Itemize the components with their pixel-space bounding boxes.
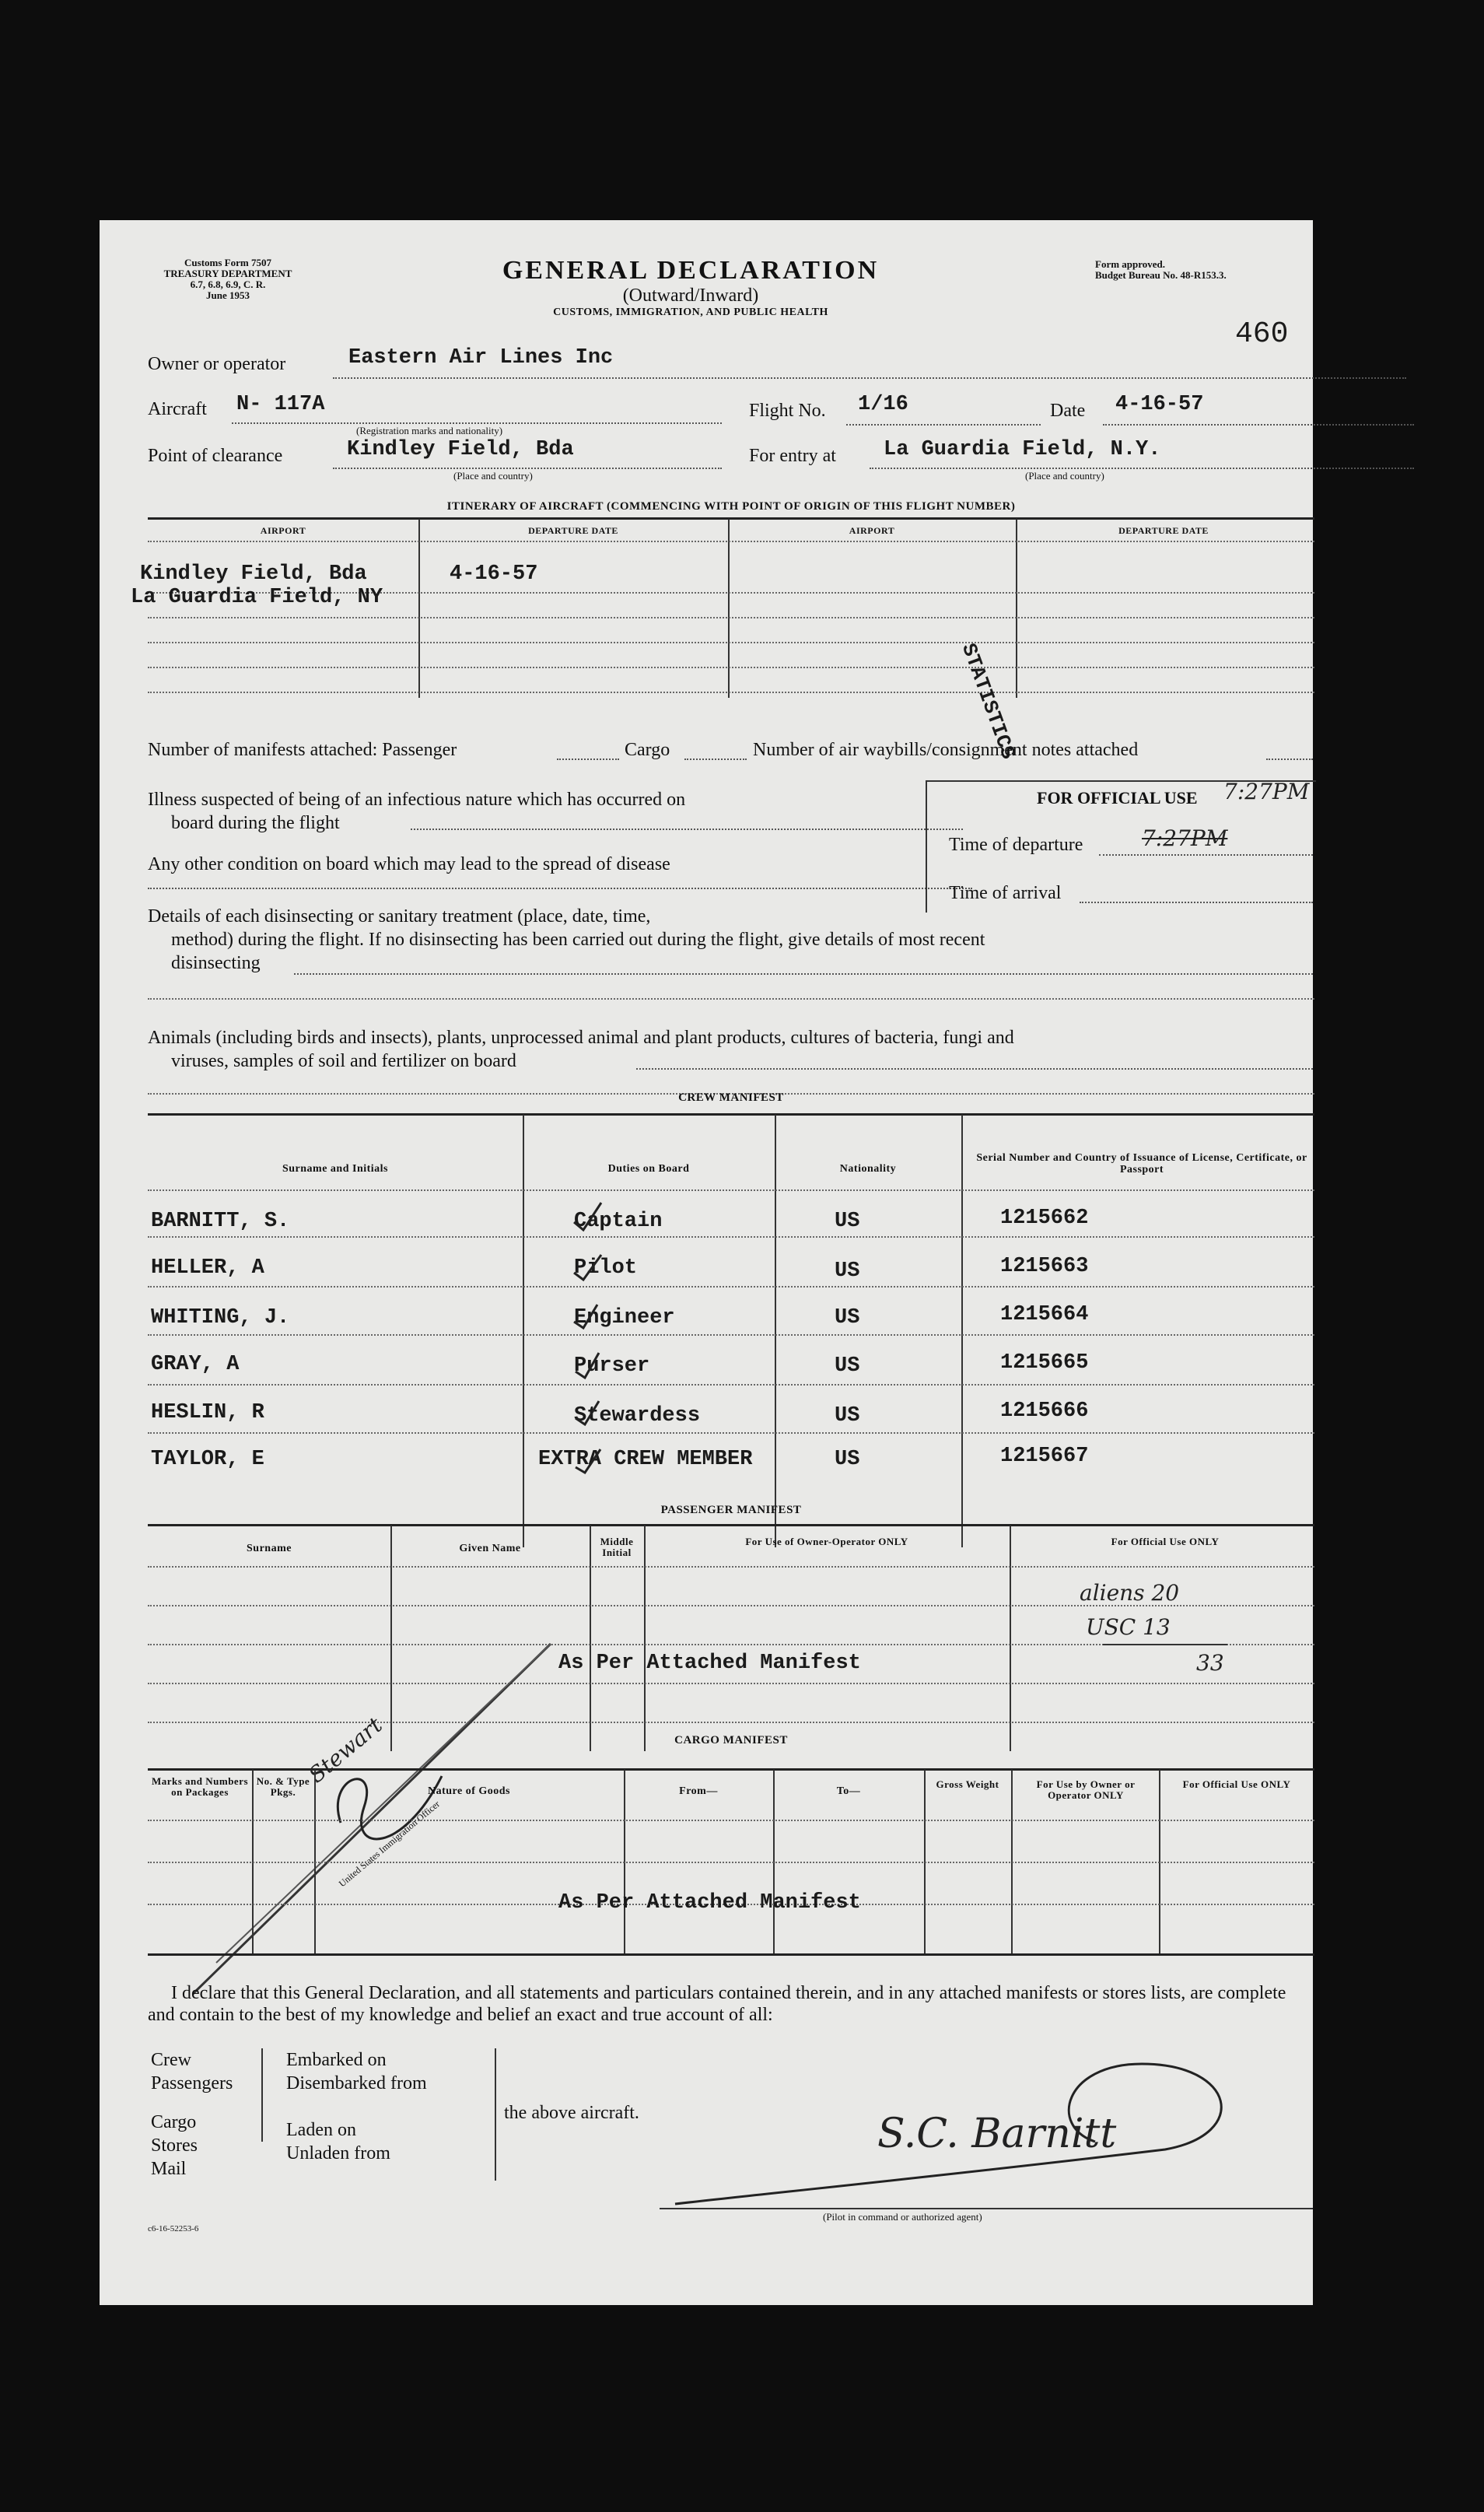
- cargo-header-pkgs: No. & Type Pkgs.: [256, 1775, 310, 1798]
- aircraft-label: Aircraft: [148, 399, 207, 419]
- pax-header-surname: Surname: [247, 1543, 292, 1554]
- pax-header-given: Given Name: [459, 1543, 521, 1554]
- cargo-header-from: From—: [679, 1785, 718, 1797]
- form-approval: [1095, 259, 1297, 281]
- entry-caption: (Place and country): [1025, 470, 1104, 482]
- crew-check-marks: [566, 1199, 636, 1494]
- disinsect-line-3: disinsecting: [171, 953, 261, 973]
- illness-field: [148, 788, 1003, 835]
- itin-row-1-airport: Kindley Field, Bda: [140, 562, 367, 586]
- decl-embarked: Embarked on: [286, 2050, 387, 2070]
- disinsect-field: [148, 905, 1314, 975]
- crew-duty-3: Engineer: [574, 1306, 675, 1330]
- itinerary-title: ITINERARY OF AIRCRAFT (COMMENCING WITH POINT OF ORIGIN OF THIS FLIGHT NUMBER): [446, 500, 1016, 513]
- crew-serial-2: 1215663: [1000, 1255, 1089, 1278]
- date-value: 4-16-57: [1115, 393, 1204, 416]
- crew-header-duties: Duties on Board: [607, 1163, 690, 1175]
- department: TREASURY DEPARTMENT: [163, 268, 292, 279]
- date-label: Date: [1050, 401, 1086, 421]
- declaration-mid: [286, 2048, 427, 2165]
- disinsect-line-2: method) during the flight. If no disinsecting has been carried out during the flight, give details of most recent: [171, 930, 985, 950]
- departure-label: Time of departure: [949, 835, 1083, 855]
- pax-header-owner: For Use of Owner-Operator ONLY: [745, 1536, 908, 1547]
- passenger-title: PASSENGER MANIFEST: [660, 1504, 802, 1516]
- declaration-text: I declare that this General Declaration, and all statements and particulars contained therein, and in any attached manifests or stores lists, are complete and contain to the best of my knowledge and belief an exact and true account of all:: [148, 1983, 1286, 2025]
- statistics-stamp: STATISTICS: [956, 640, 1020, 762]
- illness-line-2: board during the flight: [171, 813, 340, 833]
- crew-duty-1: Captain: [574, 1210, 663, 1233]
- pax-note-usc: USC 13: [1086, 1614, 1171, 1640]
- crew-duty-2: Pilot: [574, 1256, 638, 1280]
- crew-name-1: BARNITT, S.: [151, 1210, 290, 1233]
- crew-serial-3: 1215664: [1000, 1303, 1089, 1326]
- crew-serial-4: 1215665: [1000, 1351, 1089, 1375]
- page-title: GENERAL DECLARATION: [502, 256, 880, 285]
- pilot-signature-flourish: [660, 2033, 1266, 2212]
- decl-unladen: Unladen from: [286, 2143, 390, 2163]
- crew-nat-3: US: [835, 1306, 860, 1330]
- owner-label: Owner or operator: [148, 354, 286, 374]
- clearance-caption: (Place and country): [453, 470, 533, 482]
- cargo-header-official: For Official Use ONLY: [1182, 1778, 1291, 1790]
- form-approved: Form approved.: [1095, 258, 1166, 270]
- decl-cargo: Cargo: [151, 2112, 197, 2132]
- decl-crew: Crew: [151, 2050, 191, 2070]
- owner-value: Eastern Air Lines Inc: [348, 346, 614, 370]
- crew-nat-2: US: [835, 1260, 860, 1283]
- itin-header-date-1: DEPARTURE DATE: [528, 525, 618, 536]
- crew-title: CREW MANIFEST: [678, 1091, 784, 1104]
- pax-header-middle: Middle Initial: [600, 1536, 634, 1558]
- cargo-header-goods: Nature of Goods: [427, 1785, 511, 1797]
- signature-caption: (Pilot in command or authorized agent): [823, 2211, 982, 2223]
- declaration-left: [151, 2048, 233, 2181]
- flight-value: 1/16: [858, 393, 908, 416]
- waybills-label: Number of air waybills/consignment notes attached: [753, 740, 1139, 760]
- official-use-title: FOR OFFICIAL USE: [1037, 788, 1198, 808]
- page-number: 460: [1235, 317, 1289, 351]
- decl-mail: Mail: [151, 2159, 187, 2179]
- itin-header-date-2: DEPARTURE DATE: [1118, 525, 1209, 536]
- crew-duty-4: Purser: [574, 1354, 650, 1378]
- crew-duty-5: Stewardess: [574, 1404, 701, 1428]
- manifest-passenger-label: Number of manifests attached: Passenger: [148, 740, 457, 760]
- form-number-block: [138, 258, 317, 301]
- crew-serial-6: 1215667: [1000, 1445, 1089, 1468]
- officer-stamp-caption: United States Immigration Officer: [336, 1798, 442, 1890]
- title-block: [473, 256, 908, 319]
- animals-line-2: viruses, samples of soil and fertilizer on board: [171, 1051, 516, 1071]
- departure-value: 7:27PM: [1142, 825, 1228, 851]
- crew-name-2: HELLER, A: [151, 1256, 264, 1280]
- crew-nat-4: US: [835, 1354, 860, 1378]
- crew-nat-6: US: [835, 1448, 860, 1471]
- crew-serial-5: 1215666: [1000, 1400, 1089, 1423]
- cargo-header-to: To—: [836, 1785, 861, 1797]
- clearance-label: Point of clearance: [148, 446, 283, 466]
- declaration-form: [100, 220, 1313, 2305]
- form-date: June 1953: [206, 289, 250, 301]
- form-number: Customs Form 7507: [184, 257, 271, 268]
- itin-header-airport-1: AIRPORT: [260, 525, 306, 536]
- crew-name-5: HESLIN, R: [151, 1401, 264, 1424]
- aircraft-caption: (Registration marks and nationality): [356, 425, 503, 436]
- pilot-signature: S.C. Barnitt: [877, 2111, 1117, 2157]
- itin-header-airport-2: AIRPORT: [849, 525, 895, 536]
- page-subtitle-2: CUSTOMS, IMMIGRATION, AND PUBLIC HEALTH: [553, 307, 828, 318]
- crew-nat-1: US: [835, 1210, 860, 1233]
- crew-name-3: WHITING, J.: [151, 1306, 290, 1330]
- decl-disembarked: Disembarked from: [286, 2073, 427, 2093]
- crew-duty-6: EXTRA CREW MEMBER: [538, 1448, 753, 1471]
- decl-laden: Laden on: [286, 2120, 356, 2140]
- cargo-title: CARGO MANIFEST: [674, 1734, 788, 1746]
- pax-body: As Per Attached Manifest: [558, 1652, 861, 1675]
- illness-line-1: Illness suspected of being of an infectious nature which has occurred on: [148, 790, 686, 810]
- regulation-ref: 6.7, 6.8, 6.9, C. R.: [190, 279, 266, 290]
- crew-name-4: GRAY, A: [151, 1353, 240, 1376]
- flight-label: Flight No.: [749, 401, 826, 421]
- decl-passengers: Passengers: [151, 2073, 233, 2093]
- page-subtitle: (Outward/Inward): [622, 286, 759, 306]
- crew-serial-1: 1215662: [1000, 1207, 1089, 1230]
- pax-header-official: For Official Use ONLY: [1111, 1536, 1220, 1547]
- other-condition-label: Any other condition on board which may lead to the spread of disease: [148, 854, 670, 874]
- officer-signature: Stewart: [303, 1711, 387, 1789]
- itin-row-1-date: 4-16-57: [450, 562, 538, 586]
- animals-field: [148, 1026, 1314, 1073]
- entry-label: For entry at: [749, 446, 836, 466]
- arrival-label: Time of arrival: [949, 883, 1062, 903]
- entry-value: La Guardia Field, N.Y.: [884, 438, 1161, 461]
- crew-nat-5: US: [835, 1404, 860, 1428]
- itin-row-2-airport: La Guardia Field, NY: [131, 586, 383, 609]
- cargo-body: As Per Attached Manifest: [558, 1891, 861, 1915]
- cargo-header-weight: Gross Weight: [936, 1778, 999, 1790]
- budget-bureau: Budget Bureau No. 48-R153.3.: [1095, 269, 1227, 281]
- manifest-cargo-label: Cargo: [625, 740, 670, 760]
- crew-header-serial: Serial Number and Country of Issuance of License, Certificate, or Passport: [976, 1152, 1307, 1175]
- disinsect-line-1: Details of each disinsecting or sanitary treatment (place, date, time,: [148, 906, 651, 927]
- print-code: c6-16-52253-6: [148, 2224, 199, 2233]
- cargo-header-owner: For Use by Owner or Operator ONLY: [1036, 1778, 1136, 1801]
- animals-line-1: Animals (including birds and insects), plants, unprocessed animal and plant products, cultures of bacteria, fungi and: [148, 1028, 1014, 1048]
- pax-note-total: 33: [1196, 1650, 1224, 1676]
- pax-note-aliens: aliens 20: [1080, 1580, 1180, 1606]
- official-use-time: 7:27PM: [1223, 779, 1310, 804]
- declaration-aircraft: the above aircraft.: [504, 2103, 639, 2123]
- clearance-value: Kindley Field, Bda: [347, 438, 574, 461]
- aircraft-value: N- 117A: [236, 393, 325, 416]
- crew-header-nationality: Nationality: [839, 1163, 897, 1175]
- crew-header-name: Surname and Initials: [282, 1163, 389, 1175]
- crew-name-6: TAYLOR, E: [151, 1448, 264, 1471]
- decl-stores: Stores: [151, 2135, 198, 2156]
- cargo-header-marks: Marks and Numbers on Packages: [151, 1775, 249, 1798]
